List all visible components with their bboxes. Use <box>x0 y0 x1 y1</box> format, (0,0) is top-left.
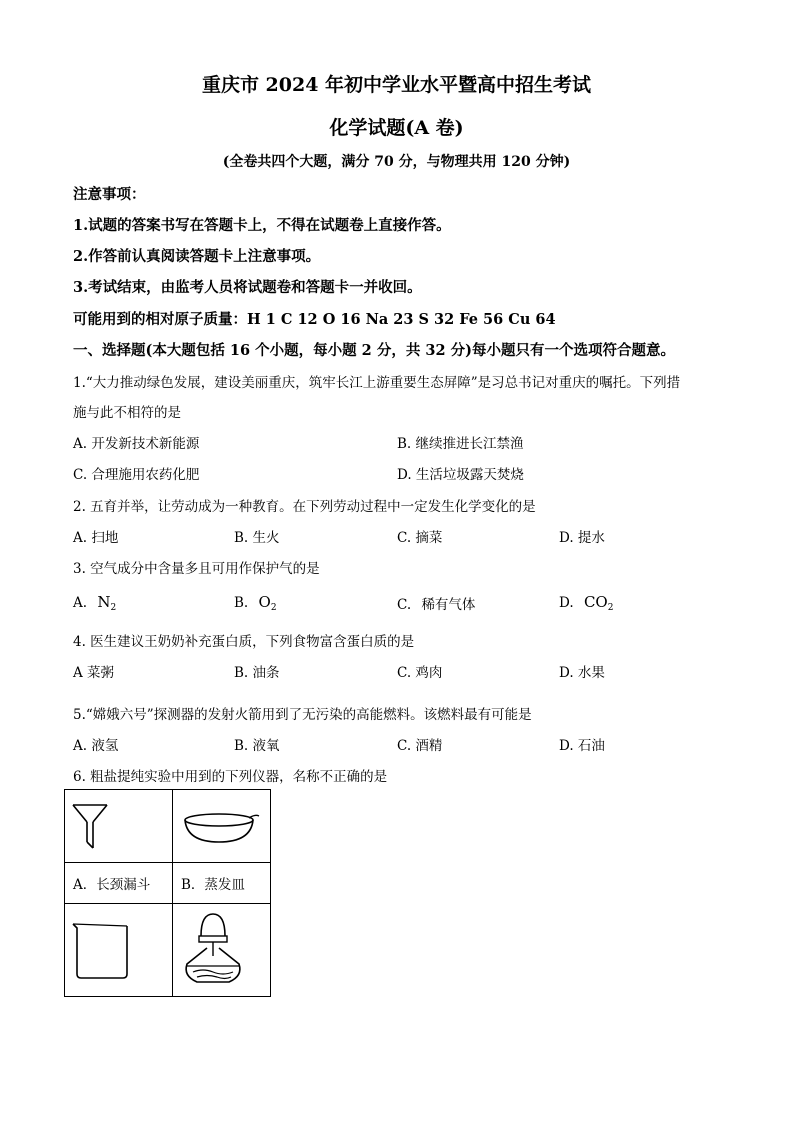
option-b: B. 油条 <box>234 665 280 681</box>
question-stem: 3. 空气成分中含量多且可用作保护气的是 <box>73 561 320 577</box>
option-label: A. <box>73 595 88 611</box>
formula-main: N <box>97 593 111 611</box>
note-item: 3.考试结束，由监考人员将试题卷和答题卡一并收回。 <box>73 279 422 296</box>
beaker-icon <box>65 904 172 996</box>
question-stem: 2. 五育并举，让劳动成为一种教育。在下列劳动过程中一定发生化学变化的是 <box>73 499 536 515</box>
formula-main: O <box>258 593 271 611</box>
option-c: C. 酒精 <box>397 738 443 754</box>
apparatus-cell <box>173 904 271 997</box>
exam-title: 重庆市 2024 年初中学业水平暨高中招生考试 <box>201 74 592 96</box>
funnel-icon <box>65 790 172 862</box>
atomic-masses: 可能用到的相对原子质量：H 1 C 12 O 16 Na 23 S 32 Fe 56 Cu 64 <box>73 311 556 328</box>
apparatus-cell <box>65 790 173 863</box>
option-c: C. 鸡肉 <box>397 665 443 681</box>
apparatus-table <box>64 789 271 997</box>
option-label: D. <box>559 595 574 611</box>
formula-subscript: 2 <box>607 603 614 613</box>
option-a: A. 液氢 <box>73 738 119 754</box>
option-d: D. 提水 <box>559 530 605 546</box>
formula-subscript: 2 <box>270 603 277 613</box>
exam-info: (全卷共四个大题，满分 70 分，与物理共用 120 分钟) <box>222 154 571 170</box>
option-d: D. 水果 <box>559 665 605 681</box>
notes-heading: 注意事项： <box>73 186 146 203</box>
option-b <box>234 593 277 613</box>
question-stem: 4. 医生建议王奶奶补充蛋白质，下列食物富含蛋白质的是 <box>73 634 415 650</box>
formula-nitrogen <box>97 593 116 611</box>
evaporating-dish-icon <box>173 790 270 862</box>
option-label: B. <box>234 595 249 611</box>
option-text: 稀有气体 <box>421 597 476 613</box>
formula-carbon-dioxide <box>584 593 614 611</box>
option-d: D. 生活垃圾露天焚烧 <box>397 467 524 483</box>
option-b: B. 液氧 <box>234 738 280 754</box>
option-c: C. 摘菜 <box>397 530 443 546</box>
apparatus-cell <box>173 790 271 863</box>
option-b: B. 继续推进长江禁渔 <box>397 436 524 452</box>
formula-oxygen <box>259 593 277 611</box>
apparatus-cell <box>65 904 173 997</box>
note-item: 1.试题的答案书写在答题卡上，不得在试题卷上直接作答。 <box>73 217 451 234</box>
formula-subscript: 2 <box>110 603 117 613</box>
section-heading: 一、选择题(本大题包括 16 个小题，每小题 2 分，共 32 分)每小题只有一个选项符合题意。 <box>73 342 675 359</box>
question-stem: 5.“嫦娥六号”探测器的发射火箭用到了无污染的高能燃料。该燃料最有可能是 <box>73 707 532 723</box>
formula-main: CO <box>583 593 608 611</box>
note-item: 2.作答前认真阅读答题卡上注意事项。 <box>73 248 321 265</box>
question-stem-continued: 施与此不相符的是 <box>73 405 181 421</box>
option-a <box>73 593 116 613</box>
option-c: C. 合理施用农药化肥 <box>73 467 200 483</box>
exam-subtitle: 化学试题(A 卷) <box>329 117 464 139</box>
option-label: C. <box>397 597 412 613</box>
question-stem: 1.“大力推动绿色发展，建设美丽重庆，筑牢长江上游重要生态屏障”是习总书记对重庆的嘱托。下列措 <box>73 375 681 391</box>
option-a: A. 开发新技术新能源 <box>73 436 200 452</box>
apparatus-caption: A．长颈漏斗 <box>65 863 173 904</box>
option-d <box>559 593 613 613</box>
alcohol-lamp-icon <box>173 904 270 996</box>
option-c <box>397 593 475 613</box>
option-a: A. 扫地 <box>73 530 119 546</box>
apparatus-caption: B．蒸发皿 <box>173 863 271 904</box>
option-b: B. 生火 <box>234 530 280 546</box>
question-stem: 6. 粗盐提纯实验中用到的下列仪器，名称不正确的是 <box>73 769 388 785</box>
option-d: D. 石油 <box>559 738 605 754</box>
option-a: A 菜粥 <box>73 665 115 681</box>
